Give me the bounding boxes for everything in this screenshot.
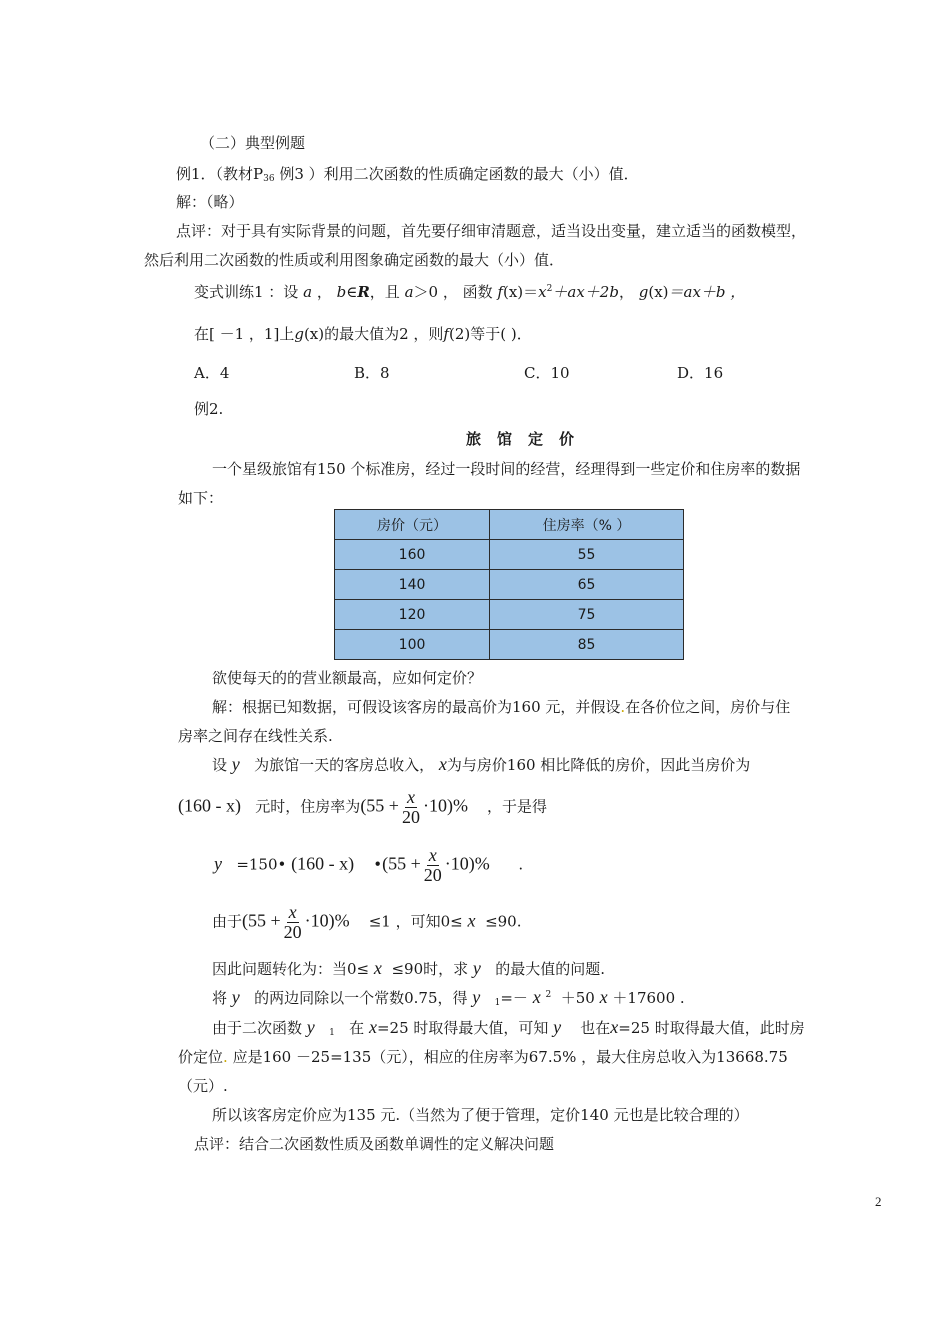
section-title: （二）典型例题 (200, 134, 306, 152)
transform-line (212, 958, 605, 979)
cell-price: 120 (335, 600, 490, 630)
fraction-x-20 (282, 903, 304, 942)
occupancy-open: (55 + (382, 853, 421, 874)
real-set-r: R (357, 283, 370, 301)
variant-comma-2: ， (618, 283, 634, 301)
var-y1: y (472, 987, 481, 1007)
quad-end: =25 时取得最大值，此时房 (618, 1019, 805, 1037)
func-g-arg: (x) (648, 283, 669, 301)
intro-line-1: 一个星级旅馆有150 个标准房，经过一段时间的经营，经理得到一些定价和住房率的数据 (212, 460, 801, 478)
variant-comma-1: ， (312, 283, 332, 301)
var-x: x (368, 1017, 377, 1037)
comment-1-line-2: 然后利用二次函数的性质或利用图象确定函数的最大（小）值． (144, 251, 565, 269)
quadratic-line-2 (178, 1046, 788, 1067)
var-a-2: a (404, 283, 414, 301)
quad-pre: 由于二次函数 (212, 1019, 303, 1037)
variant-gt0: ＞0 ， 函数 (413, 283, 493, 301)
set-line (212, 754, 750, 775)
option-a: A．4 (194, 364, 230, 382)
fraction-numerator: x (288, 902, 297, 922)
question: 欲使每天的的营业额最高，应如何定价？ (212, 669, 483, 687)
divide-eq: =－ (500, 989, 528, 1007)
price-line-mid: 元时，住房率为 (255, 797, 361, 816)
subscript-1: 1 (329, 1028, 335, 1038)
comment-1-line-1: 点评：对于具有实际背景的问题，首先要仔细审清题意，适当设出变量，建立适当的函数模型， (176, 222, 807, 240)
example-1-label: 例1．（教材P (176, 165, 264, 183)
var-x: x (610, 1017, 619, 1037)
example-1-page-sub: 36 (263, 174, 275, 184)
var-x: x (467, 910, 476, 931)
quad-line-2-a: 价定位 (178, 1048, 224, 1066)
solution-2-text-a: 解：根据已知数据，可假设该客房的最高价为160 元，并假设 (212, 698, 621, 716)
var-a: a (303, 283, 313, 301)
table-row (335, 600, 684, 630)
variant-line-2-pre: 在[ －1 ，1]上 (194, 325, 295, 343)
func-g-2: g (294, 325, 304, 343)
variant-lead: 变式训练1 ：设 (194, 283, 299, 301)
quad-mid-3: 也在 (580, 1019, 611, 1037)
divide-pre: 将 (212, 989, 228, 1007)
fraction-numerator: x (428, 845, 437, 865)
example-1 (176, 163, 639, 184)
var-y: y (472, 958, 481, 978)
var-y1: y (306, 1017, 315, 1037)
occupancy-close: ·10)% (304, 910, 350, 931)
cell-occupancy: 65 (490, 570, 684, 600)
cell-occupancy: 75 (490, 600, 684, 630)
func-f-arg: (x) (502, 283, 524, 301)
fraction-denominator: 20 (423, 864, 442, 885)
func-g-2-arg: (x) (303, 325, 325, 343)
since-mid: ≤1 ，可知0≤ (368, 912, 463, 931)
hotel-title: 旅馆定价 (466, 430, 591, 448)
f-rest: ＋ax＋2b (552, 283, 619, 301)
var-x: x (373, 958, 382, 978)
quad-mid-1: 在 (349, 1019, 365, 1037)
variant-and: ，且 (369, 283, 400, 301)
var-y: y (231, 987, 240, 1007)
fraction-x-20 (400, 788, 422, 827)
cell-price: 140 (335, 570, 490, 600)
y-line-end: . (518, 855, 524, 874)
cell-occupancy: 85 (490, 630, 684, 660)
var-b: b (336, 283, 347, 301)
variant-eq-1: ＝ (523, 283, 539, 301)
divide-end: ＋17600 . (612, 989, 685, 1007)
header-price: 房价（元） (335, 510, 490, 540)
solution-2-text-b: 在各价位之间，房价与住 (625, 698, 791, 716)
price-line-end: ，于是得 (487, 797, 548, 816)
func-f-2-arg: (2) (448, 325, 471, 343)
quad-line-2-dot: . (223, 1048, 228, 1066)
func-g: g (638, 283, 649, 301)
subscript-1: 1 (494, 998, 501, 1008)
divide-plus-50: ＋50 (560, 989, 595, 1007)
example-1-text: 例3 ）利用二次函数的性质确定函数的最大（小）值． (274, 165, 639, 183)
price-line (178, 788, 547, 827)
since-line (212, 903, 522, 942)
var-x: x (599, 987, 608, 1007)
var-y: y (231, 754, 240, 774)
fraction-denominator: 20 (401, 806, 420, 827)
quad-line-2-b: 应是160 －25=135（元），相应的住房率为67.5% ，最大住房总收入为13668.75 (232, 1048, 788, 1066)
var-x: x (538, 283, 547, 301)
occupancy-close: ·10)% (444, 853, 490, 874)
option-b: B．8 (354, 364, 390, 382)
func-f-2: f (443, 325, 449, 343)
since-pre: 由于 (212, 912, 243, 931)
var-x: x (532, 987, 541, 1007)
price-occupancy-table (334, 509, 684, 660)
square-sup: 2 (546, 284, 553, 294)
multiply-dot: • (373, 855, 383, 874)
y-equation (214, 846, 523, 885)
set-mid-2: 为与房价160 相比降低的房价，因此当房价为 (446, 756, 751, 774)
fraction-numerator: x (406, 787, 415, 807)
quadratic-line-3: （元）. (178, 1077, 228, 1095)
conclusion: 所以该客房定价应为135 元.（当然为了便于管理，定价140 元也是比较合理的） (212, 1106, 749, 1124)
in-symbol: ∈ (346, 283, 358, 301)
transform-end: 的最大值的问题. (495, 960, 605, 978)
solution-1: 解：（略） (176, 193, 244, 211)
header-occupancy: 住房率（% ） (490, 510, 684, 540)
comment-2: 点评：结合二次函数性质及函数单调性的定义解决问题 (194, 1135, 555, 1153)
since-end: ≤90. (485, 912, 522, 931)
option-c: C．10 (524, 364, 570, 382)
page-number: 2 (875, 1194, 882, 1209)
transform-pre: 因此问题转化为：当0≤ (212, 960, 370, 978)
divide-mid: 的两边同除以一个常数0.75，得 (254, 989, 468, 1007)
quadratic-line-1 (212, 1017, 805, 1038)
solution-2-line-1 (212, 696, 790, 717)
solution-2-line-2: 房率之间存在线性关系. (178, 727, 333, 745)
set-pre: 设 (212, 756, 228, 774)
g-rest: ＝ax＋b ， (668, 283, 746, 301)
quad-mid-2: =25 时取得最大值，可知 (376, 1019, 549, 1037)
var-y: y (214, 853, 222, 874)
table-header-row (335, 510, 684, 540)
func-f: f (497, 283, 503, 301)
var-y: y (553, 1017, 562, 1037)
example-2-label: 例2. (194, 400, 224, 418)
price-expression: (160 - x) (178, 795, 241, 816)
square-sup: 2 (545, 990, 552, 1000)
var-x: x (438, 754, 447, 774)
transform-mid: ≤90时，求 (391, 960, 469, 978)
variant-line-2 (194, 323, 532, 344)
table-row (335, 540, 684, 570)
multiply-dot: • (277, 855, 287, 874)
cell-price: 160 (335, 540, 490, 570)
fraction-x-20 (422, 846, 444, 885)
set-mid-1: 为旅馆一天的客房总收入， (254, 756, 435, 774)
occupancy-open: (55 + (242, 910, 281, 931)
occupancy-open: (55 + (360, 795, 399, 816)
intro-line-2: 如下： (178, 489, 224, 507)
table-row (335, 630, 684, 660)
fraction-denominator: 20 (283, 921, 302, 942)
variant-line-1 (194, 281, 745, 302)
cell-occupancy: 55 (490, 540, 684, 570)
variant-line-2-mid: 的最大值为2 ，则 (324, 325, 444, 343)
variant-line-2-end: 等于( )． (470, 325, 532, 343)
price-expression: (160 - x) (291, 853, 355, 874)
occupancy-close: ·10)% (422, 795, 468, 816)
option-d: D．16 (677, 364, 724, 382)
y-eq-150: =150 (236, 855, 278, 874)
divide-line (212, 987, 685, 1008)
table-row (335, 570, 684, 600)
solution-2-dot: . (620, 698, 626, 716)
cell-price: 100 (335, 630, 490, 660)
